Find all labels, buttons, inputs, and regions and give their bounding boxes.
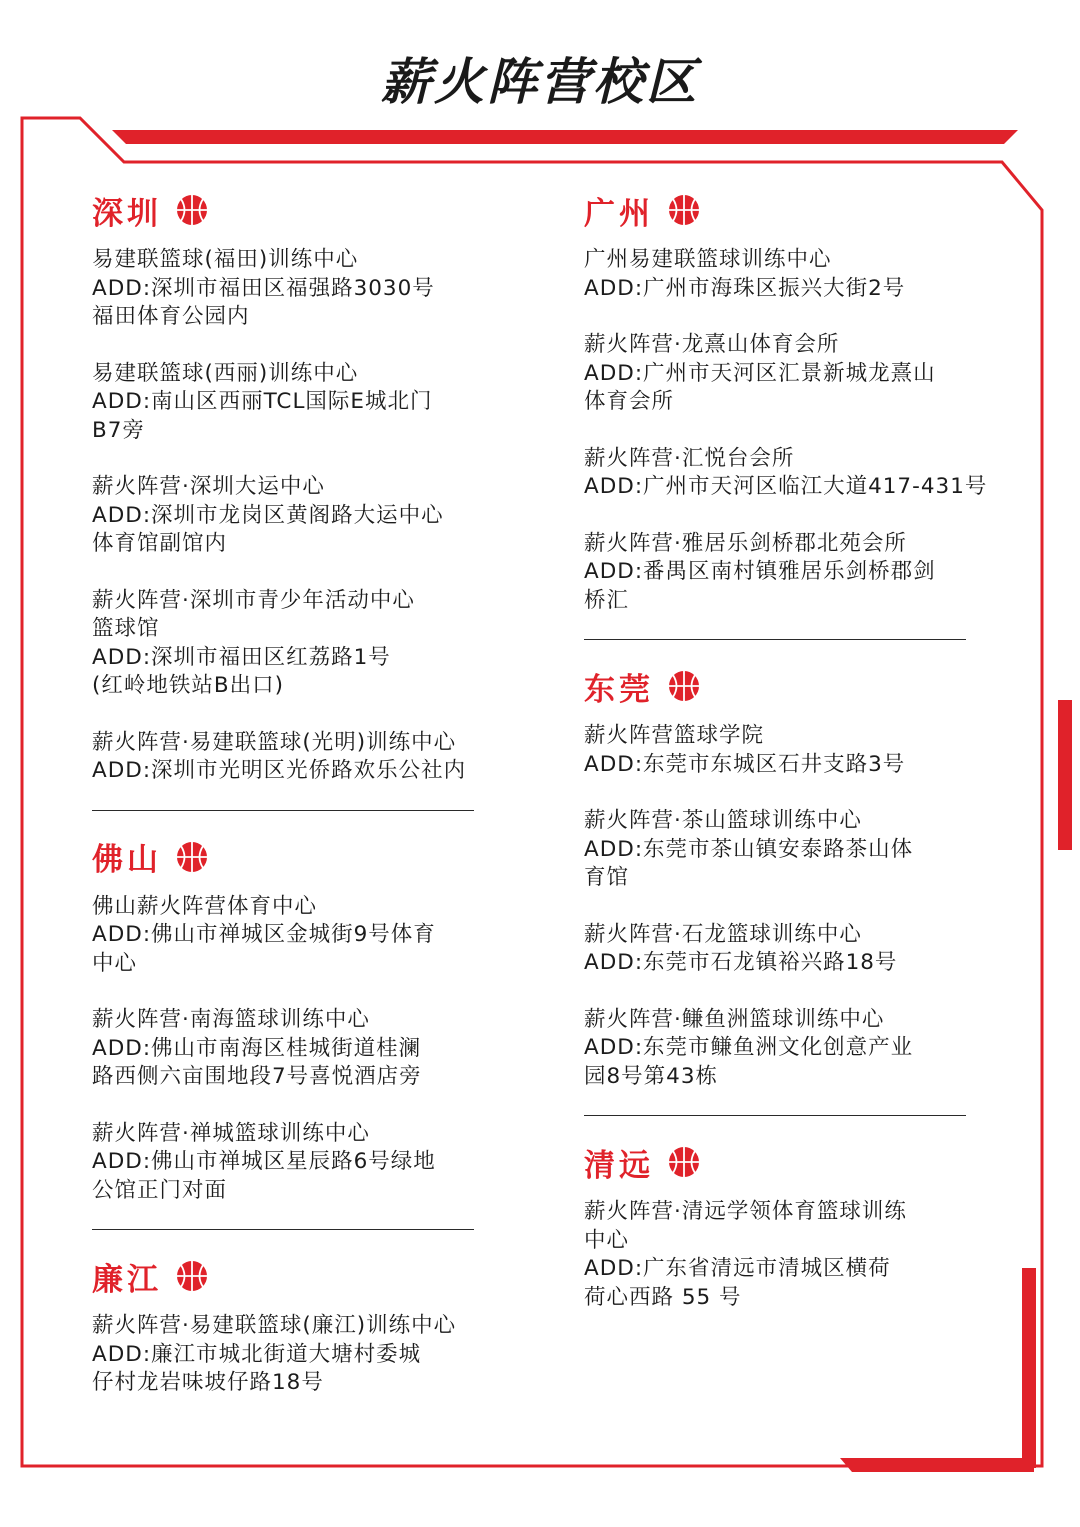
venue-address-line: ADD:东莞市东城区石井支路3号	[584, 751, 906, 777]
venue-name: 薪火阵营篮球学院	[584, 723, 765, 748]
region-header	[584, 666, 984, 706]
venue-address-line: 路西侧六亩围地段7号喜悦酒店旁	[92, 1064, 422, 1089]
region-name: 广州	[584, 195, 654, 232]
venue-entry	[92, 1006, 492, 1092]
right-column	[584, 190, 988, 1340]
venue-name: 易建联篮球(西丽)训练中心	[92, 360, 359, 386]
region-name: 廉江	[92, 1261, 162, 1298]
venue-address-line: 篮球馆	[92, 616, 160, 641]
section-divider	[584, 639, 966, 640]
basketball-icon	[176, 194, 208, 226]
section-divider	[92, 810, 474, 811]
venue-address-line: ADD:广州市海珠区振兴大街2号	[584, 275, 906, 301]
venue-entry	[584, 445, 988, 502]
basketball-icon	[668, 194, 700, 226]
region-header	[584, 1142, 984, 1182]
venue-name: 易建联篮球(福田)训练中心	[92, 247, 359, 272]
venue-entry	[92, 360, 492, 446]
venue-entry	[92, 587, 492, 701]
venue-address-line: ADD:深圳市龙岗区黄阁路大运中心	[92, 502, 444, 528]
venue-address-line: ADD:广州市天河区汇景新城龙熹山	[584, 360, 936, 386]
venue-name: 薪火阵营·鳒鱼洲篮球训练中心	[584, 1006, 885, 1032]
venue-address-line: ADD:东莞市石龙镇裕兴路18号	[584, 950, 898, 975]
region-section	[92, 1256, 492, 1398]
venue-entry	[584, 921, 984, 978]
venue-address-line: ADD:深圳市福田区红荔路1号	[92, 644, 391, 670]
venue-name: 薪火阵营·禅城篮球训练中心	[92, 1120, 370, 1146]
venue-name: 薪火阵营·深圳市青少年活动中心	[92, 587, 415, 613]
venue-address-line: 中心	[92, 950, 138, 976]
region-section	[584, 1142, 984, 1312]
region-section	[92, 837, 492, 1206]
venue-address-line: ADD:广东省清远市清城区横荷	[584, 1256, 891, 1281]
venue-name: 广州易建联篮球训练中心	[584, 247, 832, 272]
venue-address-line: 中心	[584, 1227, 630, 1253]
basketball-icon	[176, 1260, 208, 1292]
region-name: 深圳	[92, 195, 162, 232]
region-name: 佛山	[92, 842, 162, 878]
venue-entry	[92, 729, 492, 786]
venue-address-line: ADD:廉江市城北街道大塘村委城	[92, 1341, 422, 1367]
venue-name: 薪火阵营·易建联篮球(光明)训练中心	[92, 729, 457, 755]
venue-address-line: 仔村龙岩味坡仔路18号	[92, 1370, 324, 1395]
venue-address-line: 福田体育公园内	[92, 304, 250, 329]
venue-entry	[584, 807, 984, 893]
venue-address-line: ADD:佛山市禅城区金城街9号体育	[92, 922, 436, 947]
venue-address-line: 桥汇	[584, 587, 630, 613]
basketball-icon	[176, 841, 208, 873]
venue-address-line: ADD:佛山市南海区桂城街道桂澜	[92, 1035, 422, 1061]
venue-entry	[584, 530, 984, 616]
venue-address-line: 园8号第43栋	[584, 1063, 719, 1089]
region-header	[92, 837, 492, 877]
basketball-icon	[668, 670, 700, 702]
venue-name: 薪火阵营·龙熹山体育会所	[584, 332, 840, 357]
venue-address-line: 体育馆副馆内	[92, 531, 228, 556]
venue-name: 薪火阵营·石龙篮球训练中心	[584, 921, 862, 947]
venue-address-line: ADD:广州市天河区临江大道417-431号	[584, 474, 988, 499]
venue-address-line: ADD:深圳市光明区光侨路欢乐公社内	[92, 758, 467, 783]
region-header	[92, 1256, 492, 1296]
venue-name: 薪火阵营·雅居乐剑桥郡北苑会所	[584, 530, 907, 556]
venue-entry	[584, 1198, 984, 1312]
venue-address-line: ADD:南山区西丽TCL国际E城北门	[92, 389, 433, 414]
venue-entry	[92, 1120, 492, 1206]
venue-entry	[92, 893, 492, 979]
region-header	[584, 190, 984, 230]
venue-address-line: ADD:番禺区南村镇雅居乐剑桥郡剑	[584, 559, 936, 584]
venue-address-line: 育馆	[584, 865, 630, 890]
page-title: 薪火阵营校区	[381, 53, 699, 111]
venue-name: 薪火阵营·茶山篮球训练中心	[584, 808, 862, 833]
region-name: 清远	[584, 1147, 654, 1184]
venue-address-line: 荷心西路 55 号	[584, 1284, 742, 1310]
venue-address-line: 公馆正门对面	[92, 1177, 228, 1203]
left-column	[92, 190, 492, 1426]
region-section	[584, 190, 988, 615]
section-divider	[92, 1229, 474, 1230]
venue-address-line: ADD:深圳市福田区福强路3030号	[92, 275, 435, 301]
venue-name: 佛山薪火阵营体育中心	[92, 893, 318, 919]
section-divider	[584, 1115, 966, 1116]
venue-entry	[92, 246, 492, 332]
venue-entry	[584, 722, 984, 779]
venue-entry	[584, 246, 984, 303]
venue-name: 薪火阵营·南海篮球训练中心	[92, 1007, 370, 1032]
venue-name: 薪火阵营·易建联篮球(廉江)训练中心	[92, 1313, 457, 1338]
venue-address-line: ADD:佛山市禅城区星辰路6号绿地	[92, 1149, 436, 1174]
venue-address-line: 体育会所	[584, 389, 675, 414]
venue-name: 薪火阵营·汇悦台会所	[584, 445, 795, 471]
basketball-icon	[668, 1146, 700, 1178]
venue-name: 薪火阵营·深圳大运中心	[92, 474, 325, 499]
venue-name: 薪火阵营·清远学领体育篮球训练	[584, 1199, 907, 1224]
region-name: 东莞	[584, 671, 654, 708]
venue-address-line: B7旁	[92, 417, 145, 443]
venue-address-line: ADD:东莞市鳒鱼洲文化创意产业	[584, 1035, 914, 1060]
venue-entry	[92, 473, 492, 559]
venue-address-line: (红岭地铁站B出口)	[92, 673, 285, 698]
venue-address-line: ADD:东莞市茶山镇安泰路茶山体	[584, 836, 914, 862]
venue-entry	[92, 1312, 492, 1398]
venue-entry	[584, 331, 984, 417]
venue-entry	[584, 1006, 984, 1092]
region-header	[92, 190, 492, 230]
region-section	[584, 666, 984, 1091]
region-section	[92, 190, 492, 786]
